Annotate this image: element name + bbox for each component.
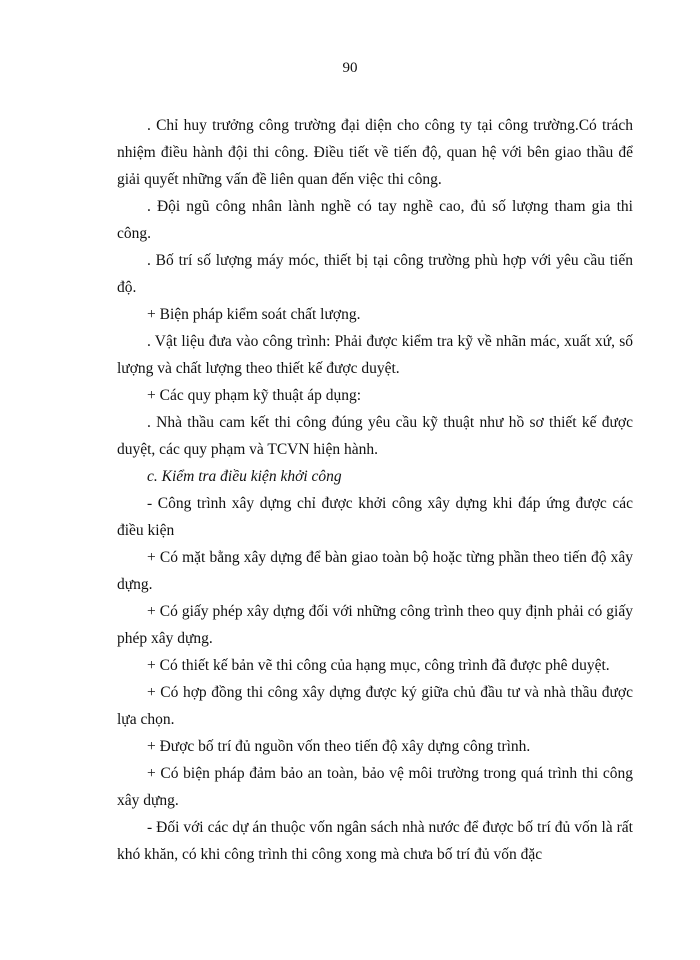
paragraph-site-commander: . Chỉ huy trưởng công trường đại diện cho công ty tại công trường.Có trách nhiệm điều hành đội thi công. Điều tiết về tiến độ, quan hệ với bên giao thầu để giải quyết những vấn đề liên quan đến việc thi công.: [117, 117, 633, 188]
paragraph-safety-environment: + Có biện pháp đảm bảo an toàn, bảo vệ môi trường trong quá trình thi công xây dựng.: [117, 765, 633, 809]
page-number: 90: [342, 60, 358, 76]
document-body: [117, 112, 633, 868]
paragraph-materials: . Vật liệu đưa vào công trình: Phải được kiểm tra kỹ về nhãn mác, xuất xứ, số lượng và chất lượng theo thiết kế được duyệt.: [117, 333, 633, 377]
paragraph-funding: + Được bố trí đủ nguồn vốn theo tiến độ xây dựng công trình.: [147, 738, 531, 755]
paragraph-construction-drawings: + Có thiết kế bản vẽ thi công của hạng mục, công trình đã được phê duyệt.: [147, 657, 610, 674]
section-heading-start-conditions: c. Kiểm tra điều kiện khởi công: [147, 468, 342, 485]
paragraph-quality-control-heading: + Biện pháp kiểm soát chất lượng.: [147, 306, 361, 323]
paragraph-state-budget: - Đối với các dự án thuộc vốn ngân sách nhà nước để được bố trí đủ vốn là rất khó khăn, có khi công trình thi công xong mà chưa bố trí đủ vốn đặc: [117, 819, 633, 863]
paragraph-technical-standards-heading: + Các quy phạm kỹ thuật áp dụng:: [147, 387, 362, 404]
paragraph-site-handover: + Có mặt bằng xây dựng để bàn giao toàn bộ hoặc từng phần theo tiến độ xây dựng.: [117, 549, 633, 593]
paragraph-start-conditions-intro: - Công trình xây dựng chỉ được khởi công xây dựng khi đáp ứng được các điều kiện: [117, 495, 633, 539]
paragraph-equipment: . Bố trí số lượng máy móc, thiết bị tại công trường phù hợp với yêu cầu tiến độ.: [117, 252, 633, 296]
paragraph-skilled-workers: . Đội ngũ công nhân lành nghề có tay nghề cao, đủ số lượng tham gia thi công.: [117, 198, 633, 242]
paragraph-construction-contract: + Có hợp đồng thi công xây dựng được ký giữa chủ đầu tư và nhà thầu được lựa chọn.: [117, 684, 633, 728]
paragraph-building-permit: + Có giấy phép xây dựng đối với những công trình theo quy định phải có giấy phép xây dựng.: [117, 603, 633, 647]
paragraph-contractor-commitment: . Nhà thầu cam kết thi công đúng yêu cầu kỹ thuật như hồ sơ thiết kế được duyệt, các quy phạm và TCVN hiện hành.: [117, 414, 633, 458]
